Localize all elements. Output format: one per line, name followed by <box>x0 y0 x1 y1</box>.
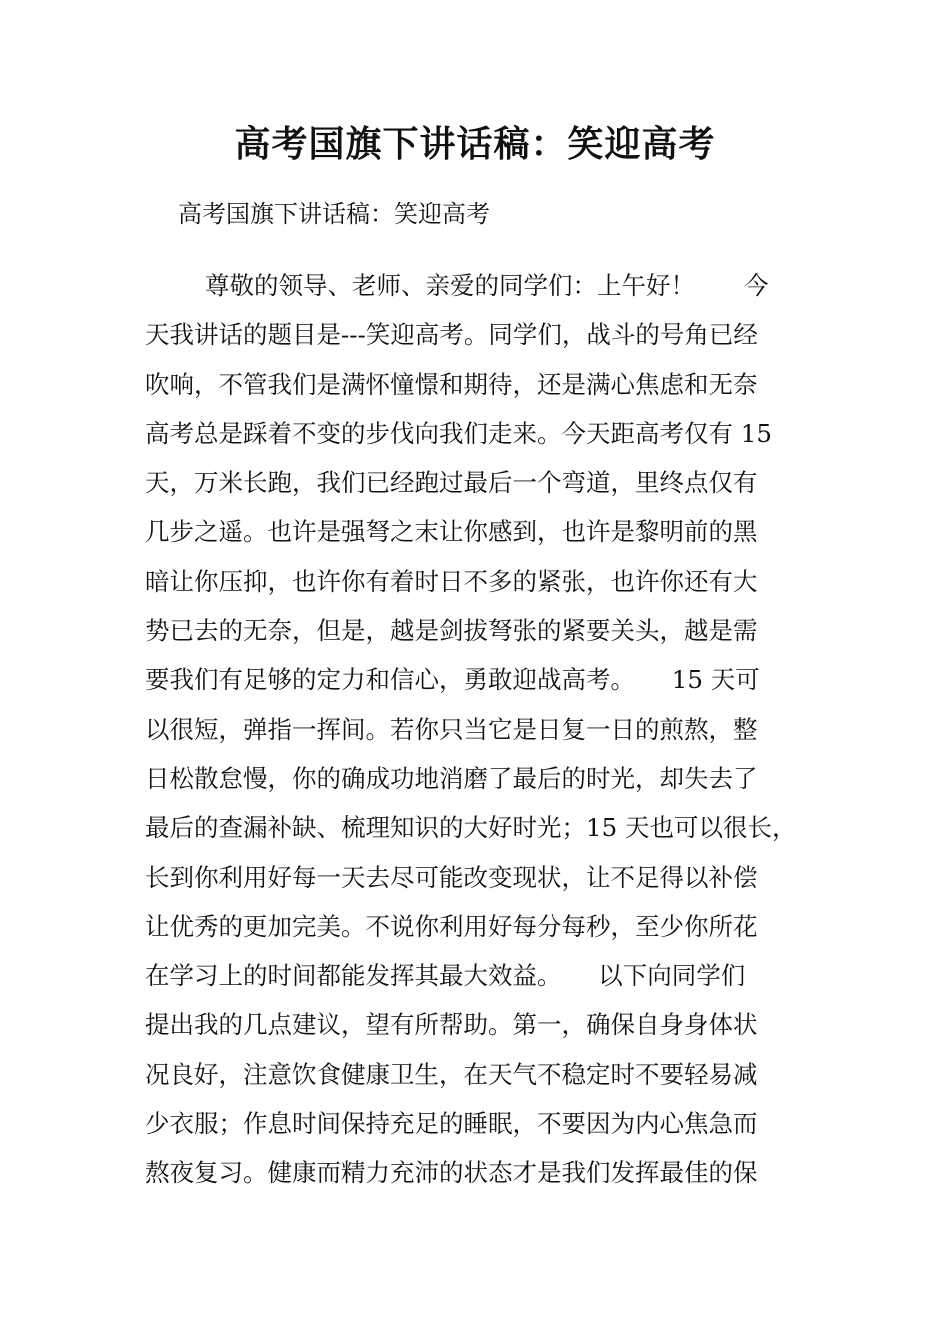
body-line: 尊敬的领导、老师、亲爱的同学们：上午好！ 今 <box>205 271 769 300</box>
document-subtitle: 高考国旗下讲话稿：笑迎高考 <box>178 200 490 228</box>
body-line: 熬夜复习。健康而精力充沛的状态才是我们发挥最佳的保 <box>145 1158 758 1188</box>
body-line: 要我们有足够的定力和信心，勇敢迎战高考。 15 天可 <box>145 665 760 695</box>
body-line: 天，万米长跑，我们已经跑过最后一个弯道，里终点仅有 <box>145 468 758 498</box>
body-line: 提出我的几点建议，望有所帮助。第一，确保自身身体状 <box>145 1010 758 1040</box>
body-line: 吹响，不管我们是满怀憧憬和期待，还是满心焦虑和无奈 <box>145 369 758 399</box>
body-line: 暗让你压抑，也许你有着时日不多的紧张，也许你还有大 <box>145 566 758 596</box>
body-line: 以很短，弹指一挥间。若你只当它是日复一日的煎熬，整 <box>145 714 758 744</box>
document-body <box>145 264 825 1201</box>
body-line: 高考总是踩着不变的步伐向我们走来。今天距高考仅有 15 <box>145 418 772 448</box>
body-line: 势已去的无奈，但是，越是剑拔弩张的紧要关头，越是需 <box>145 616 758 646</box>
body-line: 长到你利用好每一天去尽可能改变现状，让不足得以补偿 <box>145 862 758 892</box>
body-line: 几步之遥。也许是强弩之末让你感到，也许是黎明前的黑 <box>145 517 758 547</box>
body-line: 少衣服；作息时间保持充足的睡眠，不要因为内心焦急而 <box>145 1109 758 1139</box>
body-line: 日松散怠慢，你的确成功地消磨了最后的时光，却失去了 <box>145 763 758 793</box>
body-line: 最后的查漏补缺、梳理知识的大好时光；15 天也可以很长， <box>145 813 797 843</box>
body-line: 在学习上的时间都能发挥其最大效益。 以下向同学们 <box>145 961 746 991</box>
body-line: 让优秀的更加完美。不说你利用好每分每秒，至少你所花 <box>145 911 758 941</box>
body-line: 天我讲话的题目是---笑迎高考。同学们，战斗的号角已经 <box>145 320 758 350</box>
document-title: 高考国旗下讲话稿：笑迎高考 <box>234 123 716 165</box>
body-line: 况良好，注意饮食健康卫生，在天气不稳定时不要轻易减 <box>145 1059 758 1089</box>
